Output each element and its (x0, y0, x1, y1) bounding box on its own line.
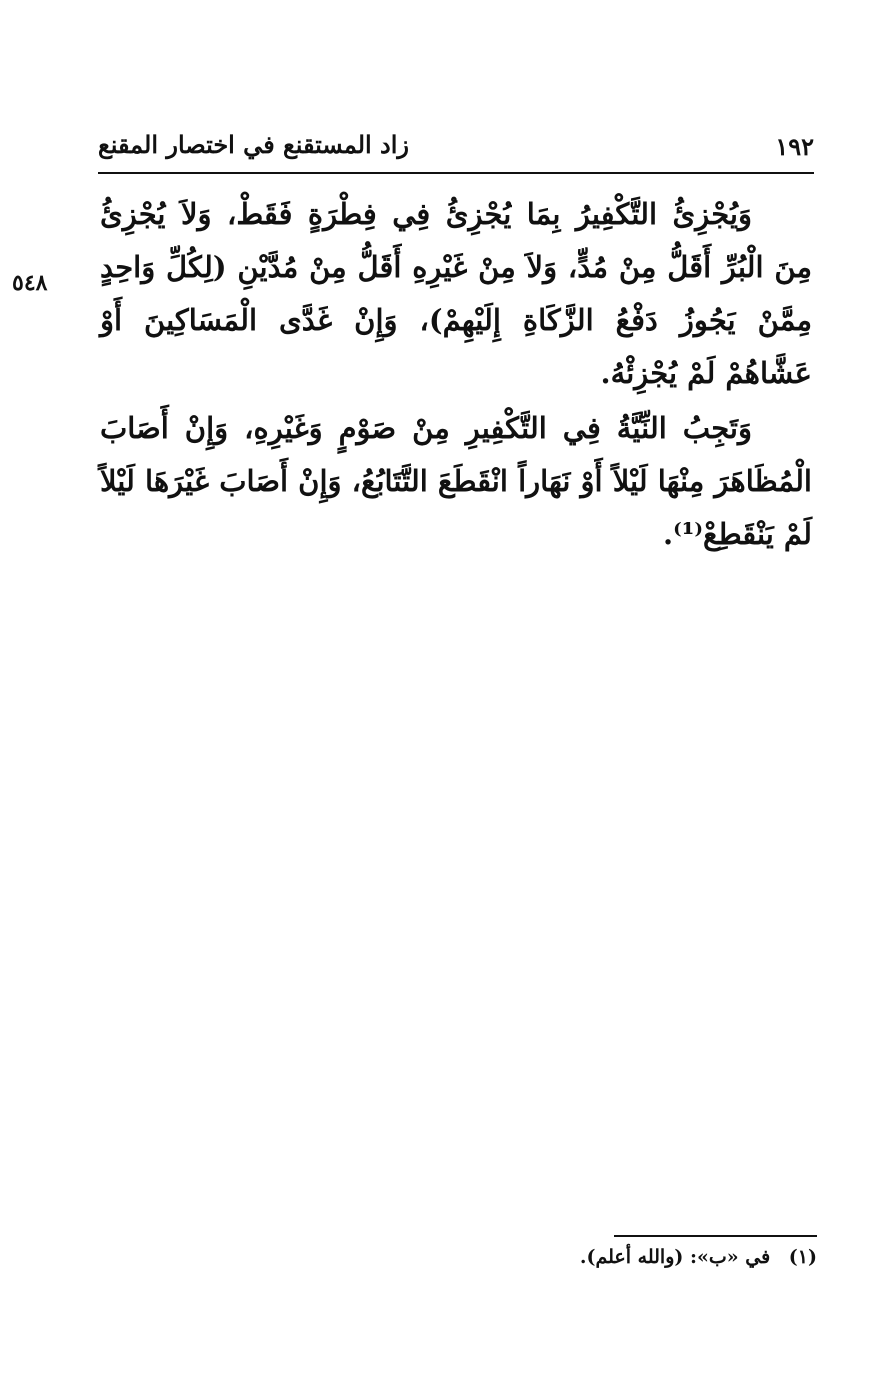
margin-page-reference: ٥٤٨ (12, 270, 48, 296)
header-rule (98, 172, 814, 174)
footnote-number: (١) (788, 1246, 817, 1268)
page-header (98, 128, 814, 172)
footnote (580, 1246, 817, 1268)
paragraph-expiation-intention: وَتَجِبُ النِّيَّةُ فِي التَّكْفِيرِ مِنْ صَوْمٍ وَغَيْرِهِ، وَإِنْ أَصَابَ الْمُظَاهَرَ مِنْهَا لَيْلاً أَوْ نَهَاراً انْقَطَعَ التَّتَابُعُ، وَإِنْ أَصَابَ غَيْرَهَا لَيْلاً لَمْ يَنْقَطِعْ⁽¹⁾. (100, 411, 812, 551)
footnote-rule (614, 1235, 817, 1237)
page-number: ١٩٢ (775, 132, 814, 161)
footnote-text: في «ب»: (والله أعلم). (579, 1246, 771, 1268)
main-text (100, 188, 812, 561)
paragraph-expiation-food: وَيُجْزِئُ التَّكْفِيرُ بِمَا يُجْزِئُ فِي فِطْرَةٍ فَقَطْ، وَلاَ يُجْزِئُ مِنَ الْبُرِّ أَقَلُّ مِنْ مُدٍّ، وَلاَ مِنْ غَيْرِهِ أَقَلُّ مِنْ مُدَّيْنِ (لِكُلِّ وَاحِدٍ مِمَّنْ يَجُوزُ دَفْعُ الزَّكَاةِ إِلَيْهِمْ)، وَإِنْ غَدَّى الْمَسَاكِينَ أَوْ عَشَّاهُمْ لَمْ يُجْزِئْهُ. (100, 197, 812, 390)
running-title: زاد المستقنع في اختصار المقنع (98, 130, 409, 159)
